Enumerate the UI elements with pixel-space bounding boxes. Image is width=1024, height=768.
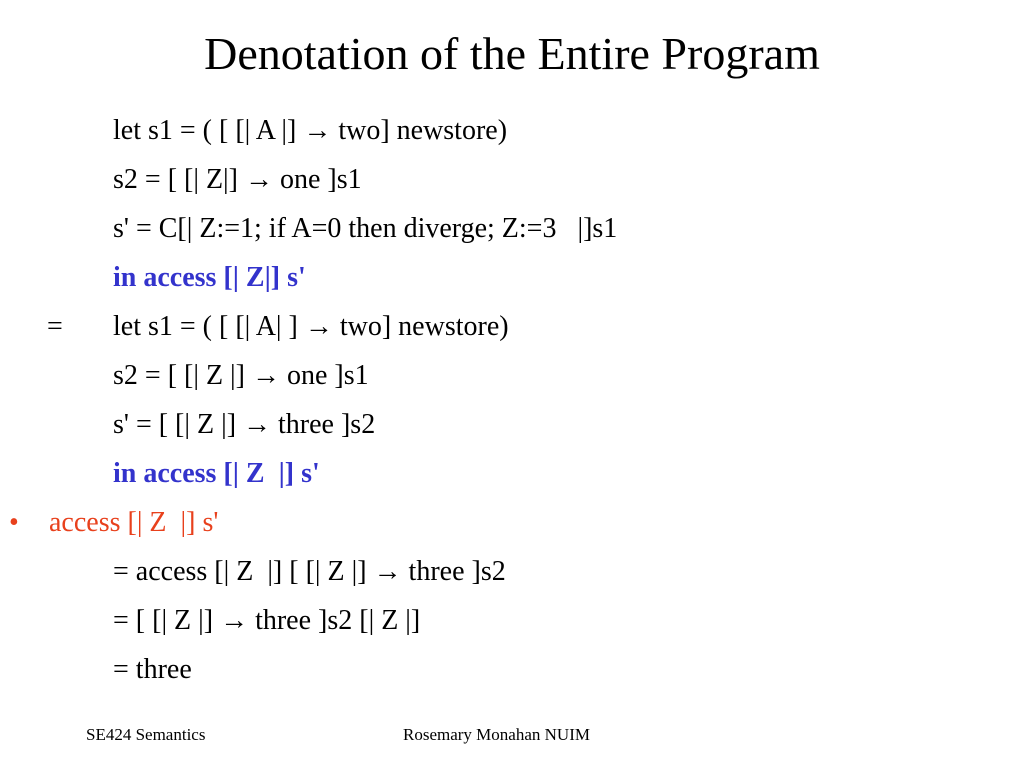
step-line-in-access: in access [| Z |] s'	[113, 458, 320, 489]
derivation-line-result: = three	[113, 654, 192, 685]
derivation-line-2: = [ [| Z |] → three ]s2 [| Z |]	[113, 605, 421, 636]
step-line-s-prime: s' = [ [| Z |] → three ]s2	[113, 409, 376, 440]
program-line-s2: s2 = [ [| Z|] → one ]s1	[113, 164, 362, 195]
slide-title: Denotation of the Entire Program	[204, 28, 820, 79]
program-line-let-s1: let s1 = ( [ [| A |] → two] newstore)	[113, 115, 508, 146]
bullet-icon: •	[9, 507, 19, 538]
bullet-line-access: access [| Z |] s'	[49, 507, 219, 538]
step-line-let-s1: let s1 = ( [ [| A| ] → two] newstore)	[113, 311, 509, 342]
footer-course: SE424 Semantics	[86, 725, 206, 744]
equals-marker: =	[47, 311, 63, 342]
program-line-in-access: in access [| Z|] s'	[113, 262, 306, 293]
step-line-s2: s2 = [ [| Z |] → one ]s1	[113, 360, 369, 391]
program-line-s-prime: s' = C[| Z:=1; if A=0 then diverge; Z:=3 |]s1	[113, 213, 618, 244]
footer-author: Rosemary Monahan NUIM	[403, 725, 590, 744]
derivation-line-1: = access [| Z |] [ [| Z |] → three ]s2	[113, 556, 506, 587]
